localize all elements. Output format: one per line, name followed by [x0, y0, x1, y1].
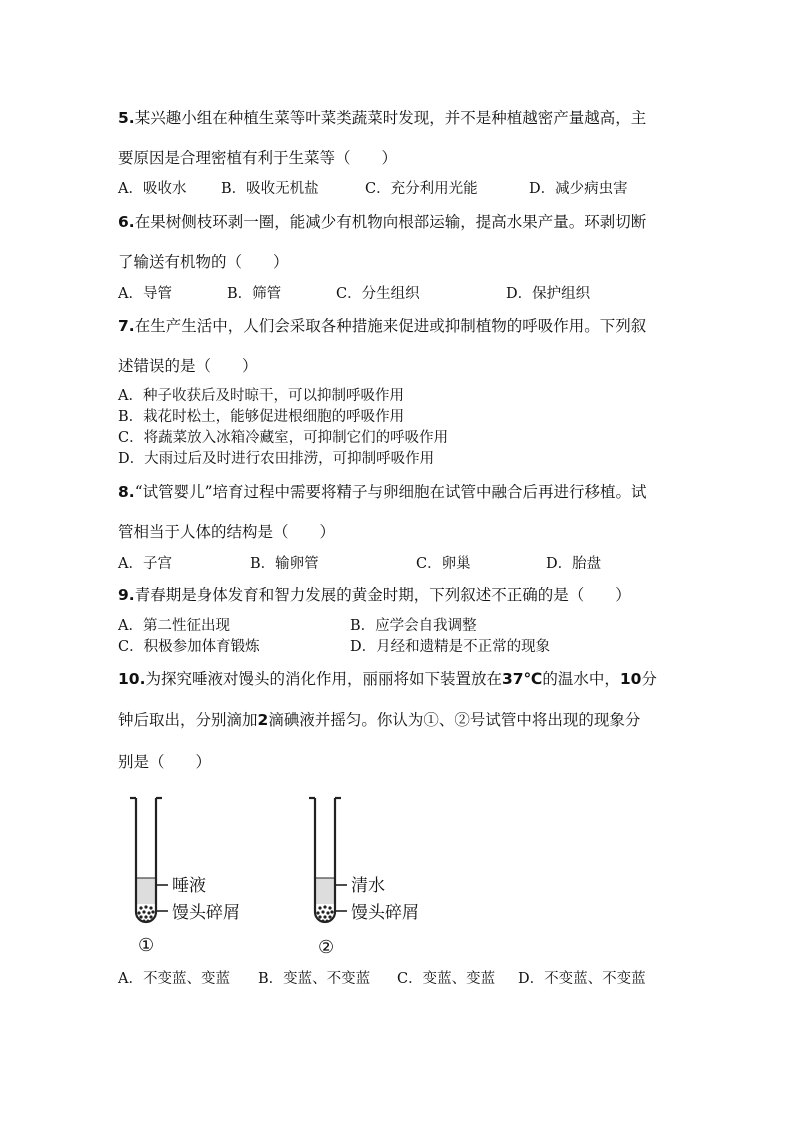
- q9-number: 9.: [118, 586, 135, 604]
- tube2-number: ②: [318, 937, 335, 958]
- q6-option-d[interactable]: D．保护组织: [506, 286, 591, 302]
- q6-option-b[interactable]: B．筛管: [227, 286, 282, 302]
- q7-text-line1: 在生产生活中，人们会采取各种措施来促进或抑制植物的呼吸作用。下列叙: [134, 317, 647, 335]
- q10-stem-line2: [118, 710, 640, 730]
- q5-option-b[interactable]: B．吸收无机盐: [221, 181, 319, 197]
- q7-option-c[interactable]: C．将蔬菜放入冰箱冷藏室，可抑制它们的呼吸作用: [118, 430, 449, 446]
- q5-number: 5.: [118, 109, 135, 127]
- q10-text-line2-b: 滴碘液并摇匀。你认为①、②号试管中将出现的现象分: [268, 711, 641, 729]
- q9-stem-line1: [118, 585, 631, 605]
- q10-text-line1-c: 分: [641, 670, 657, 688]
- q10-text-line1-b: 的温水中，: [542, 670, 620, 688]
- q10-stem-line1: [118, 669, 657, 689]
- q7-stem-line1: [118, 316, 646, 336]
- q6-stem-line1: [118, 212, 646, 232]
- q8-stem-line1: [118, 482, 647, 502]
- q10-temperature: 37℃: [501, 670, 543, 688]
- q10-number: 10.: [118, 670, 146, 688]
- q7-number: 7.: [118, 317, 135, 335]
- q9-option-d[interactable]: D．月经和遗精是不正常的现象: [350, 639, 551, 655]
- q5-option-c[interactable]: C．充分利用光能: [365, 181, 478, 197]
- q8-number: 8.: [118, 483, 135, 501]
- q6-number: 6.: [118, 213, 135, 231]
- q10-text-line1-a: 为探究唾液对馒头的消化作用，丽丽将如下装置放在: [145, 670, 502, 688]
- q10-option-a[interactable]: A．不变蓝、变蓝: [118, 971, 230, 987]
- tube1-solid-label: 馒头碎屑: [172, 903, 240, 923]
- q8-option-b[interactable]: B．输卵管: [250, 556, 319, 572]
- q10-option-d[interactable]: D．不变蓝、不变蓝: [518, 971, 646, 987]
- q9-option-b[interactable]: B．应学会自我调整: [350, 618, 477, 634]
- tube1-liquid-label: 唾液: [172, 876, 206, 896]
- q10-option-b[interactable]: B．变蓝、不变蓝: [258, 971, 371, 987]
- q10-text-line2-a: 钟后取出，分别滴加: [118, 711, 258, 729]
- q5-option-a[interactable]: A．吸收水: [118, 181, 187, 197]
- q8-text-line1: “试管婴儿”培育过程中需要将精子与卵细胞在试管中融合后再进行移植。试: [134, 483, 647, 501]
- q10-option-c[interactable]: C．变蓝、变蓝: [397, 971, 496, 987]
- q6-stem-line2: 了输送有机物的（ ）: [118, 253, 289, 271]
- q6-option-c[interactable]: C．分生组织: [336, 286, 420, 302]
- q9-text-line1: 青春期是身体发育和智力发展的黄金时期，下列叙述不正确的是（ ）: [134, 586, 631, 604]
- q6-option-a[interactable]: A．导管: [118, 286, 172, 302]
- tube2-liquid-label: 清水: [351, 876, 385, 896]
- q8-option-a[interactable]: A．子宫: [118, 556, 172, 572]
- q9-option-a[interactable]: A．第二性征出现: [118, 618, 230, 634]
- q8-stem-line2: 管相当于人体的结构是（ ）: [118, 523, 336, 541]
- q10-stem-line3: 别是（ ）: [118, 753, 212, 771]
- tube2-solid-label: 馒头碎屑: [351, 903, 419, 923]
- q10-drops: 2: [257, 711, 269, 729]
- q5-option-d[interactable]: D．减少病虫害: [529, 181, 628, 197]
- q8-option-d[interactable]: D．胎盘: [546, 556, 602, 572]
- q8-option-c[interactable]: C．卵巢: [416, 556, 471, 572]
- q7-option-d[interactable]: D．大雨过后及时进行农田排涝，可抑制呼吸作用: [118, 451, 435, 467]
- q5-text-line1: 某兴趣小组在种植生菜等叶菜类蔬菜时发现，并不是种植越密产量越高，主: [134, 109, 647, 127]
- tube1-number: ①: [138, 935, 155, 956]
- q6-text-line1: 在果树侧枝环剥一圈，能减少有机物向根部运输，提高水果产量。环剥切断: [134, 213, 647, 231]
- q5-stem-line2: 要原因是合理密植有利于生菜等（ ）: [118, 149, 398, 167]
- q7-option-a[interactable]: A．种子收获后及时晾干，可以抑制呼吸作用: [118, 388, 404, 404]
- test-tube-1: [130, 798, 168, 923]
- q7-stem-line2: 述错误的是（ ）: [118, 357, 258, 375]
- test-tube-2: [309, 798, 347, 923]
- q5-stem-line1: [118, 108, 646, 128]
- q9-option-c[interactable]: C．积极参加体育锻炼: [118, 639, 260, 655]
- q10-minutes: 10: [619, 670, 642, 688]
- q7-option-b[interactable]: B．栽花时松土，能够促进根细胞的呼吸作用: [118, 409, 405, 425]
